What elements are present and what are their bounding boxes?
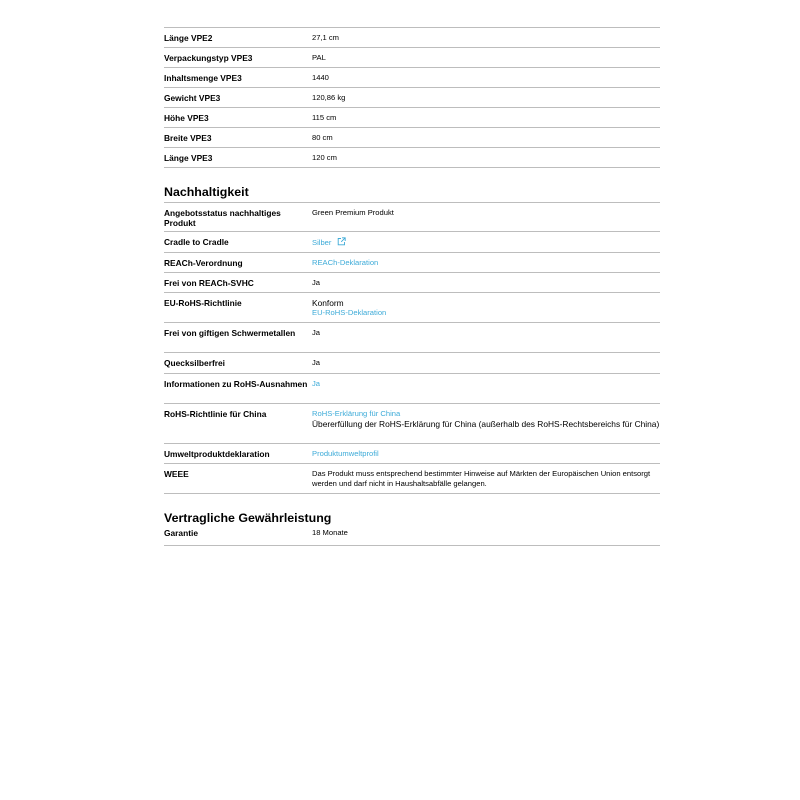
section-title-warranty: Vertragliche Gewährleistung: [164, 511, 332, 525]
row-label: Breite VPE3: [164, 133, 212, 143]
table-row: [164, 203, 660, 232]
table-row: [164, 108, 660, 128]
row-label: Informationen zu RoHS-Ausnahmen: [164, 379, 308, 389]
reach-declaration-link[interactable]: REACh-Deklaration: [312, 258, 379, 267]
row-value: [312, 444, 660, 463]
table-row: [164, 528, 660, 546]
sustainability-table: [164, 202, 660, 494]
row-value: Green Premium Produkt: [312, 208, 394, 217]
row-label: Höhe VPE3: [164, 113, 209, 123]
table-row: [164, 273, 660, 293]
eu-rohs-declaration-link[interactable]: EU-RoHS-Deklaration: [312, 308, 387, 317]
table-row: [164, 464, 660, 494]
table-row: [164, 128, 660, 148]
row-label: Inhaltsmenge VPE3: [164, 73, 242, 83]
table-row: [164, 28, 660, 48]
table-row: [164, 148, 660, 168]
row-label: Cradle to Cradle: [164, 237, 229, 247]
row-value: Ja: [312, 328, 321, 337]
row-value: [312, 253, 660, 272]
row-label: EU-RoHS-Richtlinie: [164, 298, 242, 308]
row-label: Umweltproduktdeklaration: [164, 449, 270, 459]
row-label: Frei von REACh-SVHC: [164, 278, 254, 288]
spec-page: [164, 27, 660, 546]
section-title-sustainability: Nachhaltigkeit: [164, 185, 249, 199]
table-row: [164, 404, 660, 444]
row-label: Länge VPE2: [164, 33, 213, 43]
row-value: [312, 232, 660, 252]
row-value: 27,1 cm: [312, 33, 340, 42]
row-value: 18 Monate: [312, 528, 348, 537]
eu-rohs-status: Konform: [312, 298, 344, 308]
packaging-table: [164, 27, 660, 168]
row-label: Quecksilberfrei: [164, 358, 225, 368]
table-row: [164, 353, 660, 374]
rohs-exemptions-link[interactable]: Ja: [312, 379, 321, 388]
row-label: Frei von giftigen Schwermetallen: [164, 328, 296, 338]
table-row: [164, 444, 660, 464]
cradle-to-cradle-link[interactable]: Silber: [312, 238, 332, 247]
rohs-china-text: Übererfüllung der RoHS-Erklärung für China (außerhalb des RoHS-Rechtsbereichs für China): [312, 419, 660, 429]
row-value: 115 cm: [312, 113, 337, 122]
row-value: Das Produkt muss entsprechend bestimmter Hinweise auf Märkten der Europäischen Union entsorgt werden und darf nicht in Haushaltsabfälle gelangen.: [312, 469, 651, 488]
row-label: Angebotsstatus nachhaltiges Produkt: [164, 208, 281, 228]
table-row: [164, 68, 660, 88]
row-value: [312, 293, 660, 322]
row-label: Garantie: [164, 528, 198, 538]
row-label: WEEE: [164, 469, 189, 479]
external-link-icon[interactable]: [337, 237, 346, 246]
row-label: Gewicht VPE3: [164, 93, 221, 103]
row-value: 1440: [312, 73, 329, 82]
row-value: 80 cm: [312, 133, 333, 142]
row-value: PAL: [312, 53, 326, 62]
rohs-china-declaration-link[interactable]: RoHS-Erklärung für China: [312, 409, 401, 418]
product-environment-profile-link[interactable]: Produktumweltprofil: [312, 449, 379, 458]
table-row: [164, 232, 660, 253]
row-label: Länge VPE3: [164, 153, 213, 163]
table-row: [164, 253, 660, 273]
row-value: [312, 404, 660, 443]
row-value: [312, 374, 660, 403]
table-row: [164, 48, 660, 68]
table-row: [164, 323, 660, 353]
table-row: [164, 374, 660, 404]
table-row: [164, 293, 660, 323]
table-row: [164, 88, 660, 108]
row-label: RoHS-Richtlinie für China: [164, 409, 267, 419]
row-label: Verpackungstyp VPE3: [164, 53, 253, 63]
row-value: Ja: [312, 278, 321, 287]
row-value: Ja: [312, 358, 321, 367]
row-label: REACh-Verordnung: [164, 258, 243, 268]
row-value: 120,86 kg: [312, 93, 346, 102]
row-value: 120 cm: [312, 153, 337, 162]
warranty-table: [164, 528, 660, 546]
